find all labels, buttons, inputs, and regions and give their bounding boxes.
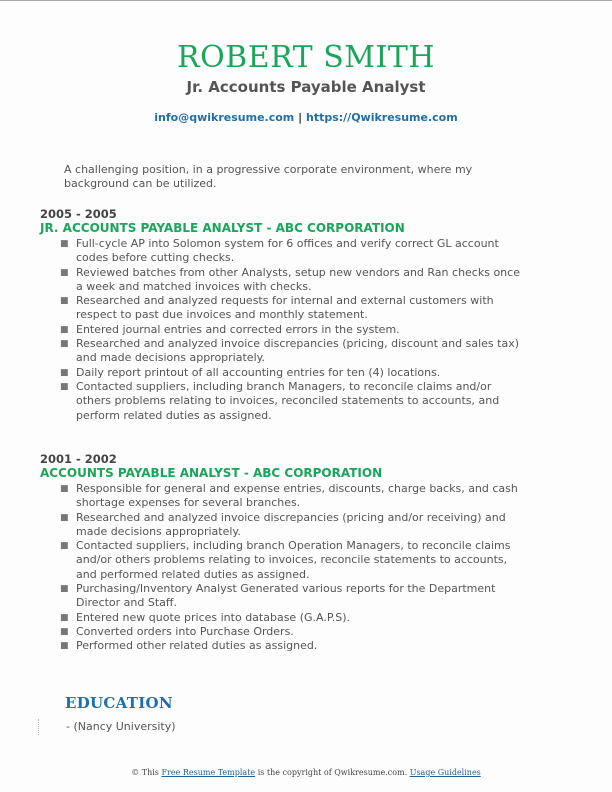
free-resume-template-link[interactable]: Free Resume Template <box>161 768 256 777</box>
top-border <box>0 0 612 1</box>
list-item: ■ Contacted suppliers, including branch Managers, to reconcile claims and/or others problems relating to invoices, reconciled statements to accounts, and perform related duties as assigned. <box>60 379 500 422</box>
bullet-icon: ■ <box>60 584 69 595</box>
list-item: ■ Purchasing/Inventory Analyst Generated various reports for the Department Director and Staff. <box>60 582 496 610</box>
candidate-name: ROBERT SMITH <box>176 40 436 75</box>
bullet-icon: ■ <box>60 296 69 307</box>
contact-separator: | <box>298 111 303 124</box>
list-item: ■ Researched and analyzed requests for internal and external customers with respect to past due invoices and monthly statement. <box>60 294 494 322</box>
list-item: ■ Reviewed batches from other Analysts, setup new vendors and Ran checks once a week and matched invoices with checks. <box>60 265 520 293</box>
bullet-icon: ■ <box>60 626 69 637</box>
candidate-title: Jr. Accounts Payable Analyst <box>186 78 426 96</box>
bullet-icon: ■ <box>60 367 69 378</box>
bullet-icon: ■ <box>60 612 69 623</box>
email-link[interactable]: info@qwikresume.com <box>154 111 295 124</box>
experience-entry <box>40 207 540 423</box>
usage-guidelines-link[interactable]: Usage Guidelines <box>409 768 481 777</box>
list-item: ■ Responsible for general and expense entries, discounts, charge backs, and cash shortage expenses for several branches. <box>60 482 518 510</box>
list-item: ■ Full-cycle AP into Solomon system for 6 offices and verify correct GL account codes before cutting checks. <box>60 237 499 265</box>
job-bullets <box>40 482 540 654</box>
job-role: JR. ACCOUNTS PAYABLE ANALYST - ABC CORPORATION <box>40 221 405 235</box>
contact-line <box>0 111 612 125</box>
bullet-icon: ■ <box>60 541 69 552</box>
footer-prefix: © This <box>131 768 159 777</box>
experience-entry <box>40 452 540 654</box>
job-role: ACCOUNTS PAYABLE ANALYST - ABC CORPORATION <box>40 466 383 480</box>
job-dates: 2001 - 2002 <box>40 452 117 466</box>
list-item: ■ Contacted suppliers, including branch Operation Managers, to reconcile claims and/or others problems relating to invoices, reconcile statements to accounts, and performed related duties as assigned. <box>60 539 511 581</box>
bullet-icon: ■ <box>60 239 69 249</box>
bullet-icon: ■ <box>60 339 69 350</box>
footer-middle: is the copyright of Qwikresume.com. <box>257 768 408 777</box>
footer <box>0 768 612 777</box>
list-item: ■ Researched and analyzed invoice discrepancies (pricing and/or receiving) and made decisions appropriately. <box>60 510 506 538</box>
objective-text: A challenging position, in a progressive corporate environment, where my background can be utilized. <box>64 163 473 190</box>
bullet-icon: ■ <box>60 381 69 392</box>
list-item: ■ Daily report printout of all accounting entries for ten (4) locations. <box>60 365 441 379</box>
list-item: ■ Researched and analyzed invoice discrepancies (pricing, discount and sales tax) and made decisions appropriately. <box>60 337 520 365</box>
bullet-icon: ■ <box>60 484 69 494</box>
education-item: - (Nancy University) <box>66 720 176 733</box>
list-item: ■ Performed other related duties as assigned. <box>60 639 318 653</box>
list-item: ■ Entered journal entries and corrected errors in the system. <box>60 322 400 336</box>
job-dates: 2005 - 2005 <box>40 207 117 221</box>
bullet-icon: ■ <box>60 324 69 335</box>
list-item: ■ Converted orders into Purchase Orders. <box>60 624 294 638</box>
list-item: ■ Entered new quote prices into database (G.A.P.S). <box>60 610 351 624</box>
bullet-icon: ■ <box>60 512 69 523</box>
bullet-icon: ■ <box>60 267 69 278</box>
education-heading: EDUCATION <box>65 694 173 712</box>
bullet-icon: ■ <box>60 641 69 652</box>
job-bullets <box>40 237 540 423</box>
education-marker <box>38 719 40 735</box>
website-link[interactable]: https://Qwikresume.com <box>305 111 458 124</box>
